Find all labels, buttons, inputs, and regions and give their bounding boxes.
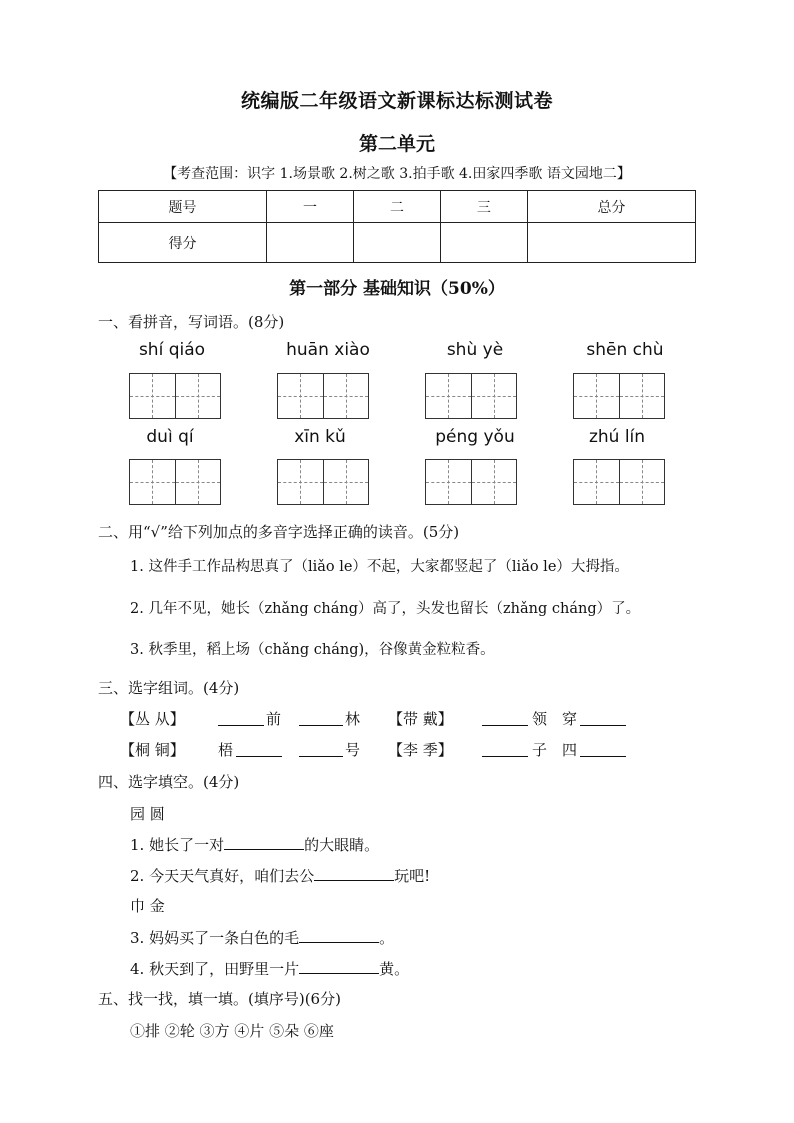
q3-heading: 三、选字组词。(4分) — [98, 679, 240, 697]
writing-grid[interactable] — [573, 459, 665, 505]
pinyin-label: shí qiáo — [138, 340, 206, 360]
q2-item: 1. 这件手工作品构思真了（liǎo le）不起，大家都竖起了（liǎo le）大拇指。 — [130, 559, 629, 575]
q3-char-group: 【桐 铜】 — [120, 741, 185, 759]
writing-grid[interactable] — [573, 373, 665, 419]
part1-heading: 第一部分 基础知识（50%） — [289, 279, 505, 299]
q4-sentence-text: 3. 妈妈买了一条白色的毛 — [130, 929, 300, 947]
q5-heading: 五、找一找，填一填。(填序号)(6分) — [98, 990, 341, 1008]
pinyin-label: duì qí — [146, 427, 194, 447]
q4-char-group: 园 圆 — [130, 805, 165, 823]
q4-sentence-text: 2. 今天天气真好，咱们去公 — [130, 867, 315, 885]
answer-blank[interactable] — [299, 741, 343, 757]
pinyin-label: zhú lín — [588, 427, 646, 447]
writing-grid[interactable] — [129, 373, 221, 419]
score-input-cell[interactable] — [267, 223, 354, 263]
pinyin-label: huān xiào — [286, 340, 370, 360]
q4-sentence-text: 1. 她长了一对 — [130, 836, 225, 854]
answer-blank[interactable] — [299, 710, 343, 726]
q3-char-group: 【带 戴】 — [388, 710, 453, 728]
writing-grid[interactable] — [277, 373, 369, 419]
answer-blank[interactable] — [482, 741, 528, 757]
score-row-label: 得分 — [99, 223, 267, 263]
q3-word-char: 子 — [532, 741, 548, 759]
q3-word-char: 领 — [532, 710, 548, 728]
writing-grid[interactable] — [129, 459, 221, 505]
q3-word-char: 梧 — [218, 741, 234, 759]
q4-sentence-text: 4. 秋天到了，田野里一片 — [130, 960, 300, 978]
q3-char-group: 【李 季】 — [388, 741, 453, 759]
q2-item: 2. 几年不见，她长（zhǎng cháng）高了，头发也留长（zhǎng cháng）了。 — [130, 601, 641, 617]
score-header-cell: 总分 — [527, 191, 695, 223]
score-table — [98, 190, 696, 263]
answer-blank[interactable] — [580, 710, 626, 726]
score-input-cell[interactable] — [440, 223, 527, 263]
q4-sentence — [130, 834, 379, 855]
score-input-cell[interactable] — [527, 223, 695, 263]
writing-grid[interactable] — [277, 459, 369, 505]
pinyin-label: péng yǒu — [435, 427, 515, 447]
q3-word-char: 前 — [266, 710, 282, 728]
answer-blank[interactable] — [224, 834, 304, 850]
answer-blank[interactable] — [314, 865, 394, 881]
score-table-score-row — [99, 223, 696, 263]
q3-word-char: 号 — [345, 741, 361, 759]
q4-sentence-text: 的大眼睛。 — [304, 836, 380, 854]
q3-word-char: 穿 — [562, 710, 578, 728]
answer-blank[interactable] — [299, 927, 379, 943]
answer-blank[interactable] — [580, 741, 626, 757]
q5-options: ①排 ②轮 ③方 ④片 ⑤朵 ⑥座 — [130, 1022, 334, 1040]
score-header-cell: 二 — [354, 191, 441, 223]
pinyin-label: shù yè — [446, 340, 504, 360]
q4-heading: 四、选字填空。(4分) — [98, 773, 240, 791]
q4-sentence — [130, 865, 430, 886]
q3-word-char: 林 — [345, 710, 361, 728]
score-header-cell: 一 — [267, 191, 354, 223]
score-header-cell: 三 — [440, 191, 527, 223]
answer-blank[interactable] — [482, 710, 528, 726]
writing-grid[interactable] — [425, 459, 517, 505]
q4-sentence — [130, 927, 394, 948]
pinyin-label: xīn kǔ — [294, 427, 346, 447]
score-input-cell[interactable] — [354, 223, 441, 263]
q2-item: 3. 秋季里，稻上场（chǎng cháng)，谷像黄金粒粒香。 — [130, 642, 495, 658]
answer-blank[interactable] — [299, 958, 379, 974]
score-header-cell: 题号 — [99, 191, 267, 223]
q4-sentence-text: 黄。 — [379, 960, 410, 978]
q1-heading: 一、看拼音，写词语。(8分) — [98, 313, 285, 331]
q4-sentence-text: 。 — [379, 929, 395, 947]
writing-grid[interactable] — [425, 373, 517, 419]
q4-sentence — [130, 958, 409, 979]
q3-word-char: 四 — [562, 741, 578, 759]
score-table-header-row — [99, 191, 696, 223]
q3-char-group: 【丛 从】 — [120, 710, 185, 728]
pinyin-label: shēn chù — [586, 340, 664, 360]
q4-sentence-text: 玩吧! — [394, 867, 431, 885]
q2-heading: 二、用“√”给下列加点的多音字选择正确的读音。(5分) — [98, 523, 460, 541]
answer-blank[interactable] — [236, 741, 282, 757]
unit-subtitle: 第二单元 — [358, 133, 435, 155]
answer-blank[interactable] — [218, 710, 264, 726]
q4-char-group: 巾 金 — [130, 897, 165, 915]
exam-scope: 【考查范围：识字 1.场景歌 2.树之歌 3.拍手歌 4.田家四季歌 语文园地二】 — [163, 166, 631, 182]
exam-title: 统编版二年级语文新课标达标测试卷 — [240, 90, 553, 112]
